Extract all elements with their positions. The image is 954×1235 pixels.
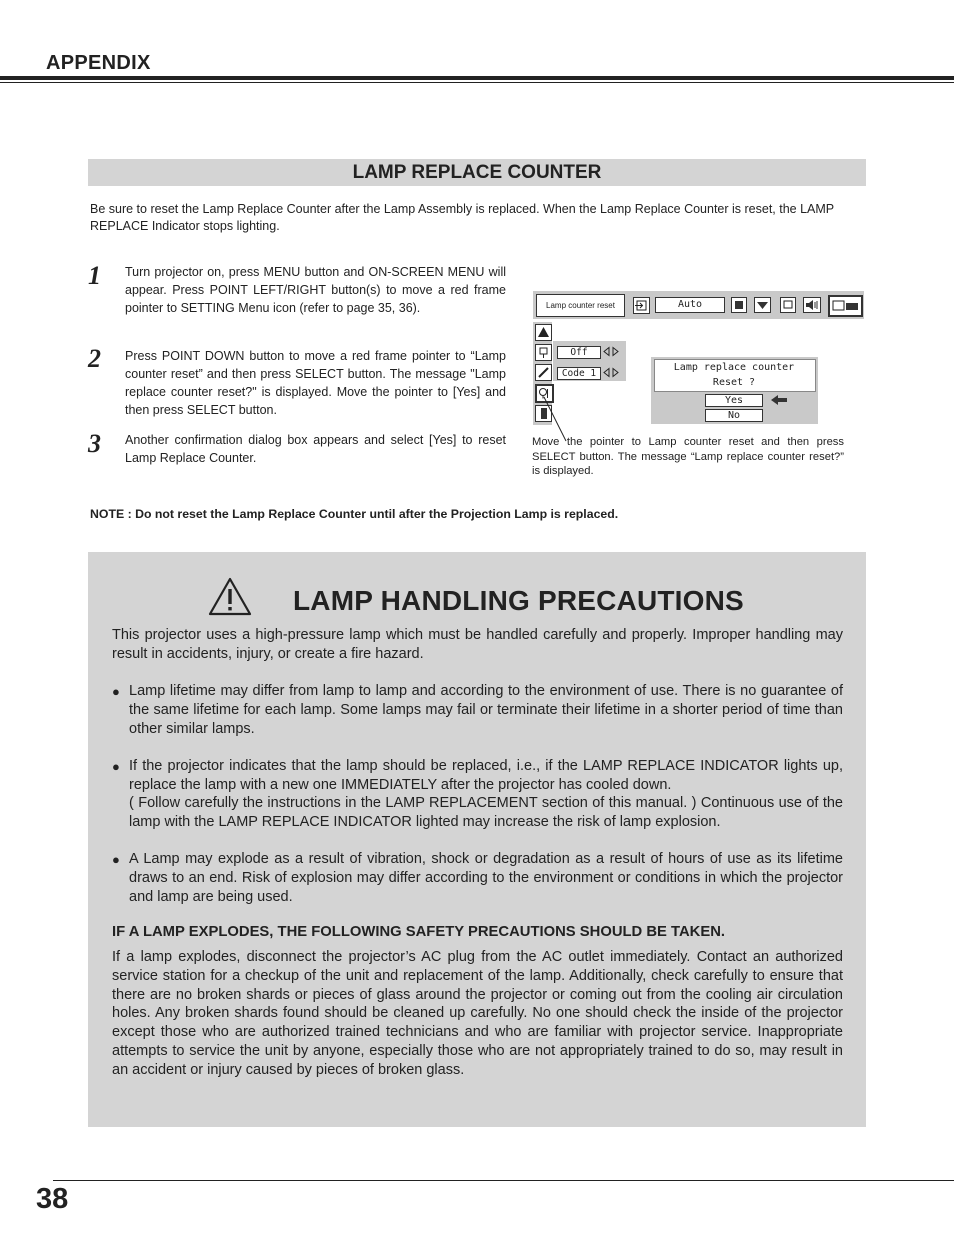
screen-caption: Move the pointer to Lamp counter reset and then press SELECT button. The message “Lamp replace counter reset?” is displayed. bbox=[532, 436, 844, 477]
dialog-yes-button[interactable]: Yes bbox=[705, 394, 763, 407]
precaution-bullet: If the projector indicates that the lamp should be replaced, i.e., if the LAMP REPLACE INDICATOR lights up, replace the lamp with a new one IMMEDIATELY after the projector has cooled down. bbox=[129, 758, 843, 793]
header-rule-thin bbox=[0, 82, 954, 83]
warning-icon bbox=[207, 576, 253, 618]
precautions-body: If a lamp explodes, disconnect the projector’s AC plug from the AC outlet immediately. Contact an authorized service station for a checkup of the unit and replacement of the lamp. Additionally, check carefully to ensure that there are no broken shards or pieces of glass around the projector or coming out from the cooling air circulation holes. Any broken shards found should be cleaned up carefully. No one should check the inside of the projector except those who are authorized trained technicians and who are familiar with projector service. Inappropriate attempts to service the unit by anyone, especially those who are not appropriately trained to do so, may result in an accident or injury caused by pieces of broken glass. bbox=[112, 949, 843, 1078]
dialog-no-button[interactable]: No bbox=[705, 409, 763, 422]
precaution-bullet: A Lamp may explode as a result of vibration, shock or degradation as a result of hours of use as its lifetime draws to an end. Risk of explosion may differ according to the environment or conditions in which the projector and lamp are being used. bbox=[129, 851, 843, 905]
osd-code-value: Code 1 bbox=[557, 367, 601, 380]
arrow-up-icon bbox=[535, 324, 552, 341]
step-number: 1 bbox=[88, 261, 101, 290]
step-text: Turn projector on, press MENU button and ON-SCREEN MENU will appear. Press POINT LEFT/RIGHT button(s) to move a red frame pointer to SETTING Menu icon (refer to page 35, 36). bbox=[125, 265, 506, 315]
precaution-bullet-continued: ( Follow carefully the instructions in the LAMP REPLACEMENT section of this manual. ) Continuous use of the lamp with the LAMP REPLACE INDICATOR lighted may increase the risk of lamp explosion. bbox=[129, 795, 843, 830]
sound-icon bbox=[803, 297, 821, 313]
screen-icon bbox=[780, 297, 796, 313]
step-number: 2 bbox=[88, 344, 101, 373]
precaution-bullet: Lamp lifetime may differ from lamp to lamp and according to the environment of use. There is no guarantee of the same lifetime for each lamp. Some lamps may fail or terminate their lifetime in a shorter period of time than other similar lamps. bbox=[129, 683, 843, 737]
footer-rule bbox=[53, 1180, 954, 1181]
note: NOTE : Do not reset the Lamp Replace Counter until after the Projection Lamp is replaced. bbox=[90, 507, 619, 521]
remote-control-icon bbox=[535, 364, 552, 381]
precautions-title: LAMP HANDLING PRECAUTIONS bbox=[293, 585, 744, 616]
bullet-icon: ● bbox=[112, 684, 120, 699]
image-adjust-icon bbox=[754, 297, 771, 313]
input-icon bbox=[633, 297, 650, 314]
osd-off-value: Off bbox=[557, 346, 601, 359]
header-rule bbox=[0, 76, 954, 80]
page-number: 38 bbox=[36, 1183, 69, 1215]
step-number: 3 bbox=[88, 429, 101, 458]
dialog-line1: Lamp replace counter bbox=[673, 362, 795, 373]
osd-menu-label: Lamp counter reset bbox=[536, 294, 625, 317]
header-title: APPENDIX bbox=[46, 52, 151, 74]
step-text: Another confirmation dialog box appears and select [Yes] to reset Lamp Replace Counter. bbox=[125, 433, 506, 465]
left-right-arrows-icon bbox=[603, 346, 619, 359]
left-right-arrows-icon bbox=[603, 367, 619, 380]
step-text: Press POINT DOWN button to move a red frame pointer to “Lamp counter reset” and then press SELECT button. The message "Lamp replace counter reset?" is displayed. Move the pointer to [Yes] and then press SELECT button. bbox=[125, 349, 506, 417]
precautions-subhead: IF A LAMP EXPLODES, THE FOLLOWING SAFETY PRECAUTIONS SHOULD BE TAKEN. bbox=[112, 924, 726, 940]
section-title: LAMP REPLACE COUNTER bbox=[88, 159, 866, 186]
dialog-line2: Reset ? bbox=[712, 377, 756, 388]
bullet-icon: ● bbox=[112, 759, 120, 774]
section-intro: Be sure to reset the Lamp Replace Counter after the Lamp Assembly is replaced. When the Lamp Replace Counter is reset, the LAMP REPLACE Indicator stops lighting. bbox=[90, 202, 834, 233]
precautions-intro: This projector uses a high-pressure lamp which must be handled carefully and properly. Improper handling may result in accidents, injury, or create a fire hazard. bbox=[112, 627, 843, 662]
setting-icon bbox=[828, 295, 863, 317]
bullet-icon: ● bbox=[112, 852, 120, 867]
osd-auto-value: Auto bbox=[655, 297, 725, 313]
image-icon bbox=[731, 297, 747, 313]
arrow-left-icon bbox=[770, 393, 788, 407]
power-management-icon bbox=[535, 344, 552, 361]
